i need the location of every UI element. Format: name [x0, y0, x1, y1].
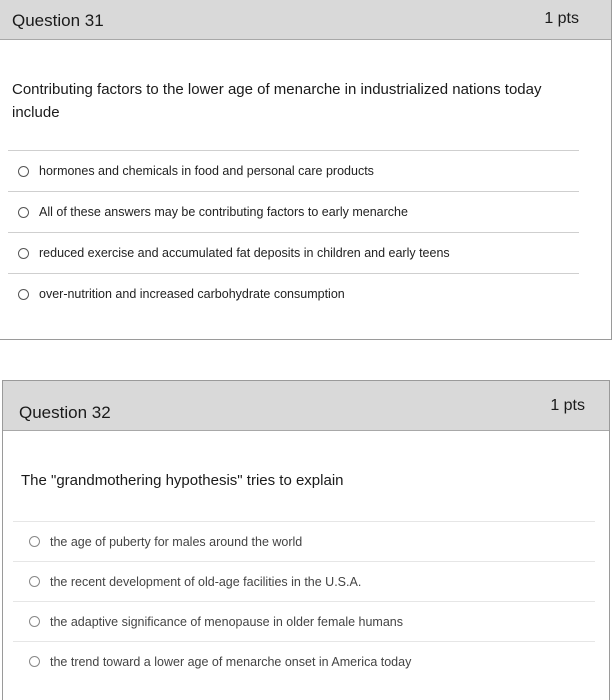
- radio-button[interactable]: [18, 166, 29, 177]
- question-32-title: Question 32: [19, 403, 111, 422]
- answer-option[interactable]: [13, 521, 595, 561]
- answer-option[interactable]: [8, 191, 579, 232]
- answer-label: the recent development of old-age facilities in the U.S.A.: [50, 574, 362, 589]
- answer-option[interactable]: [13, 601, 595, 641]
- radio-button[interactable]: [18, 207, 29, 218]
- question-32-card: [2, 380, 610, 700]
- answer-option[interactable]: [13, 561, 595, 601]
- answer-option[interactable]: [13, 641, 595, 681]
- answer-option[interactable]: [8, 232, 579, 273]
- question-31-card: [0, 0, 612, 340]
- question-32-points: 1 pts: [550, 397, 585, 414]
- answer-label: the adaptive significance of menopause in older female humans: [50, 614, 403, 629]
- question-32-answers: [3, 521, 609, 681]
- answer-label: hormones and chemicals in food and personal care products: [39, 164, 374, 178]
- radio-button[interactable]: [29, 616, 40, 627]
- answer-option[interactable]: [8, 150, 579, 191]
- radio-button[interactable]: [29, 656, 40, 667]
- question-separator: [0, 340, 612, 380]
- answer-label: over-nutrition and increased carbohydrate consumption: [39, 287, 345, 301]
- radio-button[interactable]: [18, 289, 29, 300]
- question-31-text: Contributing factors to the lower age of menarche in industrialized nations today include: [12, 81, 542, 121]
- question-32-header: [3, 381, 609, 431]
- question-31-header: [0, 0, 611, 40]
- question-31-answers: [0, 150, 611, 314]
- answer-option[interactable]: [8, 273, 579, 314]
- question-32-text: The "grandmothering hypothesis" tries to explain: [21, 472, 344, 489]
- answer-label: the trend toward a lower age of menarche onset in America today: [50, 654, 412, 669]
- radio-button[interactable]: [29, 576, 40, 587]
- question-31-title: Question 31: [12, 11, 104, 30]
- answer-label: reduced exercise and accumulated fat deposits in children and early teens: [39, 246, 450, 260]
- radio-button[interactable]: [29, 536, 40, 547]
- radio-button[interactable]: [18, 248, 29, 259]
- answer-label: the age of puberty for males around the world: [50, 534, 303, 549]
- answer-label: All of these answers may be contributing factors to early menarche: [39, 205, 408, 219]
- question-31-points: 1 pts: [544, 10, 579, 27]
